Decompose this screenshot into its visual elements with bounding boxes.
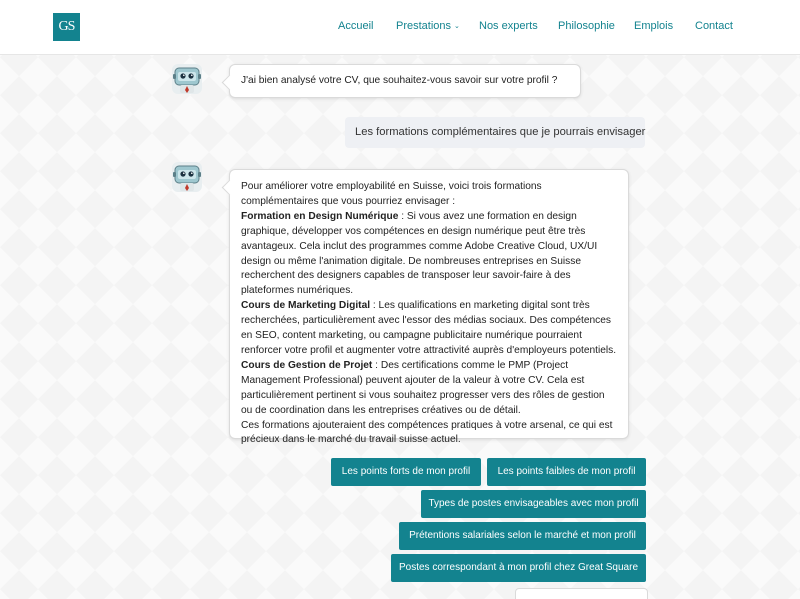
formation-item	[241, 359, 617, 419]
formation-title: Cours de Marketing Digital	[241, 300, 371, 312]
formation-text: : Des certifications comme le PMP (Project Management Professional) peuvent ajouter de la valeur à votre CV. Cela est particulièrement pertinent si vous souhaitez progresser vers des rôles de gestion ou de coordination dans les entreprises créatives ou de détail.	[241, 359, 605, 416]
suggestion-points-faibles-button[interactable]: Les points faibles de mon profil	[487, 458, 646, 486]
formation-item	[241, 299, 617, 359]
site-header	[0, 0, 800, 55]
nav-philosophie[interactable]: Philosophie	[558, 20, 615, 32]
robot-icon	[171, 63, 203, 95]
nav-prestations-label: Prestations	[396, 20, 452, 32]
suggestion-types-postes-button[interactable]: Types de postes envisageables avec mon profil	[421, 490, 646, 518]
suggestion-points-forts-button[interactable]: Les points forts de mon profil	[331, 458, 481, 486]
formation-item	[241, 210, 617, 299]
nav-emplois[interactable]: Emplois	[634, 20, 674, 32]
suggestion-postes-great-square-button[interactable]: Postes correspondant à mon profil chez Great Square	[391, 554, 646, 582]
message-outro: Ces formations ajouteraient des compétences pratiques à votre arsenal, ce qui est précieux dans le marché du travail suisse actuel.	[241, 419, 613, 446]
site-logo[interactable]: GS	[53, 13, 80, 41]
main-nav	[0, 20, 800, 36]
robot-icon	[171, 161, 203, 193]
bot-message-1: J'ai bien analysé votre CV, que souhaitez-vous savoir sur votre profil ?	[229, 64, 581, 98]
formation-text: : Les qualifications en marketing digital sont très recherchées, particulièrement avec l'essor des médias sociaux. Des compétences en SEO, content marketing, ou campagne publicitaire numérique pourraient renforcer votre profil et augmenter votre attractivité auprès d'employeurs potentiels.	[241, 300, 617, 356]
nav-contact[interactable]: Contact	[695, 20, 733, 32]
nav-nos-experts[interactable]: Nos experts	[479, 20, 538, 32]
user-message-1: Les formations complémentaires que je pourrais envisager	[345, 117, 645, 148]
message-intro: Pour améliorer votre employabilité en Suisse, voici trois formations complémentaires que vous pourriez envisager :	[241, 181, 542, 207]
chat-input-partial	[515, 588, 648, 599]
bot-message-2	[229, 169, 629, 446]
formation-title: Formation en Design Numérique	[241, 210, 399, 222]
chevron-down-icon: ⌄	[454, 23, 460, 30]
nav-prestations[interactable]	[396, 20, 460, 32]
formation-title: Cours de Gestion de Projet	[241, 359, 373, 371]
nav-accueil[interactable]: Accueil	[338, 20, 374, 32]
suggestion-pretentions-salariales-button[interactable]: Prétentions salariales selon le marché et mon profil	[399, 522, 646, 550]
formation-text: : Si vous avez une formation en design graphique, développer vos compétences en design numérique peut être très avantageux. Cela inclut des programmes comme Adobe Creative Cloud, UX/UI design ou même l'animation digitale. De nombreuses entreprises en Suisse recherchent des designers capables de transposer leur savoir-faire à des plateformes numériques.	[241, 210, 598, 297]
